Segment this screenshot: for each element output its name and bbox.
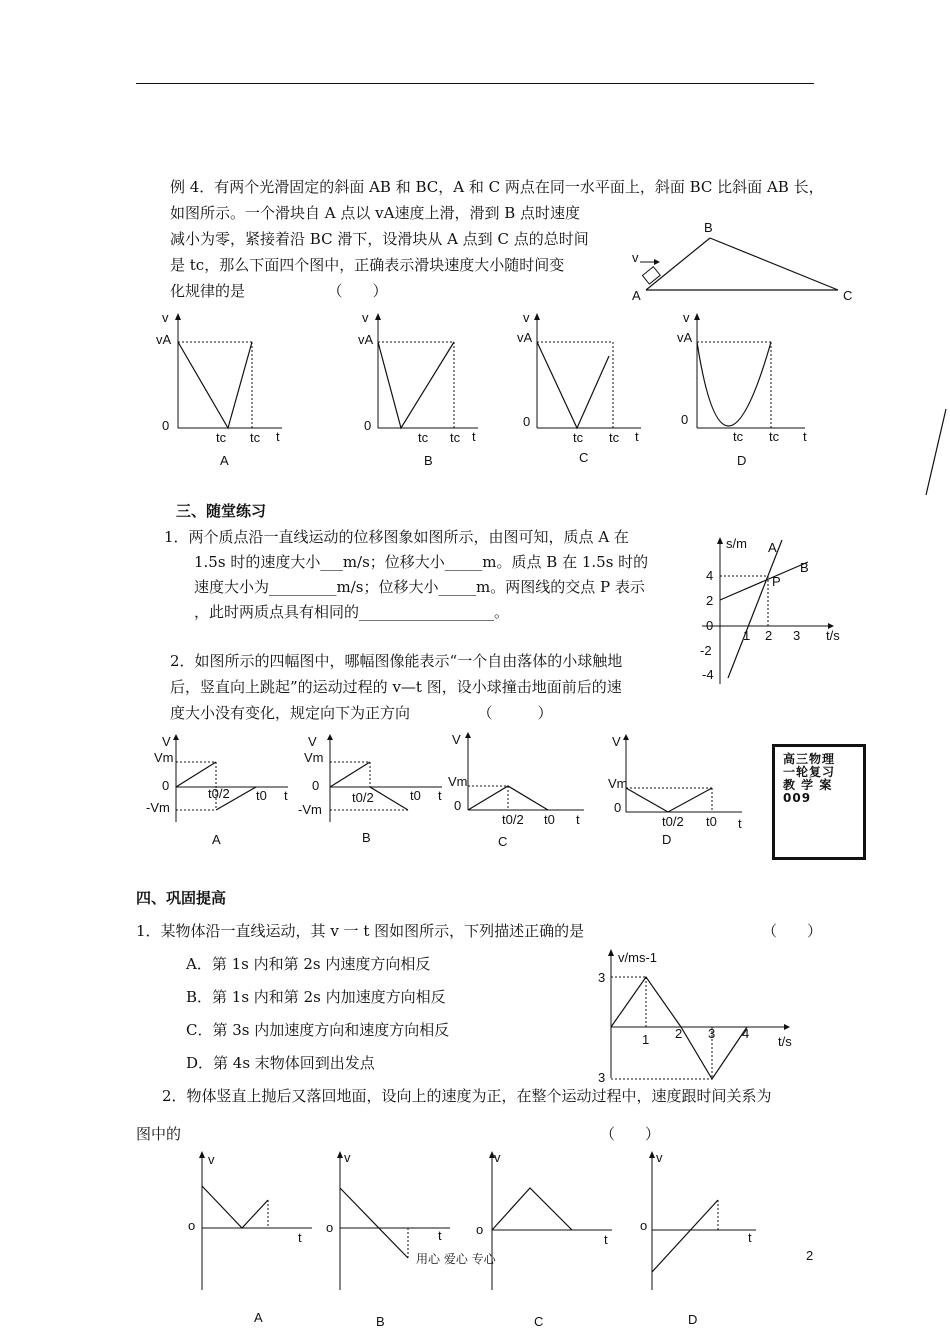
graph-label: 0 bbox=[162, 778, 170, 793]
graph-mark bbox=[465, 732, 471, 738]
graph-label: 0 bbox=[162, 418, 170, 433]
graph-label: t bbox=[276, 429, 280, 444]
graph-label: V bbox=[612, 734, 621, 749]
graph-label: t bbox=[604, 1232, 608, 1247]
st-graph bbox=[700, 532, 860, 692]
graph-mark bbox=[327, 734, 333, 740]
incline-label-v: v bbox=[632, 250, 639, 265]
graph-label: 4 bbox=[742, 1026, 750, 1041]
graph-mark bbox=[375, 313, 381, 320]
graph-label: tc bbox=[418, 430, 429, 445]
graph-label: 0 bbox=[706, 618, 714, 633]
graph-mark bbox=[370, 787, 408, 810]
s4-option-a: A．第 1s 内和第 2s 内速度方向相反 bbox=[186, 955, 431, 973]
graph-label: o bbox=[476, 1222, 484, 1237]
s3-q1-line-3: 速度大小为_________m/s；位移大小_____m。两图线的交点 P 表示 bbox=[194, 578, 645, 596]
graph-mark bbox=[175, 313, 181, 320]
graph-label: tc bbox=[250, 430, 261, 445]
course-label-box bbox=[772, 744, 866, 860]
s3-graph-b bbox=[296, 732, 456, 852]
graph-mark bbox=[340, 1188, 408, 1258]
section3-title: 三、随堂练习 bbox=[176, 502, 267, 520]
example4-line-4: 是 tc，那么下面四个图中，正确表示滑块速度大小随时间变 bbox=[170, 256, 565, 274]
graph-mark bbox=[697, 342, 771, 426]
graph-label: 0 bbox=[364, 418, 372, 433]
ex4-label-d: D bbox=[737, 453, 747, 468]
graph-label: 0 bbox=[454, 798, 462, 813]
graph-label: -Vm bbox=[146, 800, 170, 815]
graph-label: Vm bbox=[608, 776, 628, 791]
graph-mark bbox=[654, 259, 660, 265]
graph-mark bbox=[626, 788, 712, 812]
graph-label: o bbox=[326, 1220, 334, 1235]
graph-label: 1 bbox=[743, 628, 751, 643]
graph-mark bbox=[720, 562, 808, 600]
graph-mark bbox=[608, 949, 614, 956]
s4-label-c: C bbox=[534, 1314, 544, 1329]
s3-graph-a bbox=[142, 732, 302, 852]
graph-label: tc bbox=[769, 429, 780, 444]
graph-label: t0/2 bbox=[662, 814, 684, 829]
s4-option-d: D．第 4s 末物体回到出发点 bbox=[186, 1054, 375, 1072]
ex4-graph-c bbox=[513, 310, 663, 470]
graph-label: t bbox=[635, 429, 639, 444]
graph-mark bbox=[623, 734, 629, 740]
s4-q1: 1．某物体沿一直线运动，其 v 一 t 图如图所示，下列描述正确的是 bbox=[136, 922, 585, 940]
graph-label: vA bbox=[677, 330, 693, 345]
s3-graph-d bbox=[606, 732, 756, 852]
s3-label-b: B bbox=[362, 830, 371, 845]
graph-label: t bbox=[284, 788, 288, 803]
graph-label: vA bbox=[358, 332, 374, 347]
graph-label: -Vm bbox=[298, 802, 322, 817]
graph-label: 3 bbox=[598, 970, 606, 985]
ex4-label-c: C bbox=[579, 450, 589, 465]
s4-label-d: D bbox=[688, 1312, 698, 1327]
graph-label: V bbox=[162, 734, 171, 749]
course-line-2: 一轮复习 bbox=[783, 765, 836, 779]
graph-label: t0 bbox=[410, 788, 421, 803]
s4-q2-line-2: 图中的 bbox=[136, 1125, 182, 1143]
example4-line-5: 化规律的是 （ ） bbox=[170, 282, 388, 300]
s3-q1-line-1: 1．两个质点沿一直线运动的位移图象如图所示，由图可知，质点 A 在 bbox=[164, 528, 629, 546]
graph-label: tc bbox=[450, 430, 461, 445]
graph-label: t bbox=[738, 816, 742, 831]
example4-line-1: 例 4．有两个光滑固定的斜面 AB 和 BC，A 和 C 两点在同一水平面上，斜面 BC 比斜面 AB 长， bbox=[170, 178, 824, 196]
graph-label: 2 bbox=[706, 593, 714, 608]
graph-mark bbox=[537, 342, 609, 428]
course-line-4: 009 bbox=[783, 791, 812, 805]
graph-mark bbox=[492, 1188, 572, 1230]
s3-q2-line-3: 度大小没有变化，规定向下为正方向 （ ） bbox=[170, 704, 553, 722]
s4-label-b: B bbox=[376, 1314, 385, 1329]
s4-option-b: B．第 1s 内和第 2s 内加速度方向相反 bbox=[186, 988, 446, 1006]
graph-label: t/s bbox=[826, 628, 840, 643]
incline-label-c: C bbox=[843, 288, 853, 303]
graph-label: o bbox=[188, 1218, 196, 1233]
example4-line-3: 减小为零，紧接着沿 BC 滑下，设滑块从 A 点到 C 点的总时间 bbox=[170, 230, 589, 248]
graph-label: 2 bbox=[675, 1026, 683, 1041]
course-line-3: 教 学 案 bbox=[783, 778, 833, 792]
s3-label-a: A bbox=[212, 832, 221, 847]
s4-q2-paren: （ ） bbox=[600, 1125, 661, 1143]
graph-label: v bbox=[683, 310, 690, 325]
s4-option-c: C．第 3s 内加速度方向和速度方向相反 bbox=[186, 1021, 450, 1039]
ex4-graph-a bbox=[150, 310, 300, 470]
s4-graph-b bbox=[324, 1148, 464, 1338]
s4-vt-graph bbox=[590, 944, 810, 1084]
graph-label: t0/2 bbox=[502, 812, 524, 827]
graph-label: v/ms-1 bbox=[618, 950, 657, 965]
graph-label: 1 bbox=[642, 1032, 650, 1047]
graph-mark bbox=[534, 313, 540, 320]
s3-q1-line-4: ，此时两质点具有相同的__________________。 bbox=[194, 603, 510, 621]
graph-label: t bbox=[298, 1230, 302, 1245]
section4-title: 四、巩固提高 bbox=[136, 889, 227, 907]
graph-mark bbox=[202, 1186, 268, 1228]
graph-label: 0 bbox=[312, 778, 320, 793]
s4-graph-d bbox=[638, 1148, 768, 1338]
graph-label: 0 bbox=[523, 414, 531, 429]
graph-label: tc bbox=[573, 430, 584, 445]
graph-label: Vm bbox=[304, 750, 324, 765]
s3-q1-line-2: 1.5s 时的速度大小___m/s；位移大小_____m。质点 B 在 1.5s 时的 bbox=[194, 553, 649, 571]
graph-mark bbox=[728, 540, 782, 678]
s3-q2-line-2: 后，竖直向上跳起”的运动过程的 v—t 图，设小球撞击地面前后的速 bbox=[170, 678, 622, 696]
graph-label: t bbox=[576, 812, 580, 827]
graph-mark bbox=[649, 1151, 655, 1158]
graph-label: t0 bbox=[544, 812, 555, 827]
header-rule bbox=[136, 83, 814, 84]
graph-label: t0 bbox=[706, 814, 717, 829]
s4-label-a: A bbox=[254, 1310, 263, 1325]
graph-mark bbox=[926, 409, 946, 495]
graph-label: t bbox=[748, 1230, 752, 1245]
graph-label: 0 bbox=[614, 800, 622, 815]
graph-label: tc bbox=[216, 430, 227, 445]
ex4-label-b: B bbox=[424, 453, 433, 468]
graph-label: V bbox=[452, 732, 461, 747]
graph-mark bbox=[337, 1151, 343, 1158]
graph-label: A bbox=[768, 540, 777, 555]
graph-label: t bbox=[438, 1228, 442, 1243]
graph-label: P bbox=[772, 574, 781, 589]
s4-q2-line-1: 2．物体竖直上抛后又落回地面，设向上的速度为正，在整个运动过程中，速度跟时间关系为 bbox=[162, 1087, 772, 1105]
graph-label: -2 bbox=[700, 643, 712, 658]
graph-label: t0 bbox=[256, 788, 267, 803]
graph-label: vA bbox=[156, 332, 172, 347]
graph-label: V bbox=[308, 734, 317, 749]
graph-label: v bbox=[162, 310, 169, 325]
incline-label-a: A bbox=[632, 288, 641, 303]
graph-label: v bbox=[494, 1150, 501, 1165]
graph-label: 2 bbox=[765, 628, 773, 643]
graph-mark bbox=[378, 342, 454, 428]
graph-label: 3 bbox=[793, 628, 801, 643]
graph-label: v bbox=[362, 310, 369, 325]
graph-mark bbox=[173, 734, 179, 740]
incline-figure bbox=[628, 218, 868, 308]
s3-q2-line-1: 2．如图所示的四幅图中，哪幅图像能表示“一个自由落体的小球触地 bbox=[170, 652, 623, 670]
graph-mark bbox=[717, 537, 723, 544]
slider-block bbox=[642, 267, 660, 284]
s3-graph-c bbox=[448, 730, 598, 855]
graph-label: Vm bbox=[448, 774, 468, 789]
graph-label: t bbox=[438, 788, 442, 803]
graph-label: o bbox=[640, 1218, 648, 1233]
graph-label: v bbox=[208, 1152, 215, 1167]
graph-mark bbox=[652, 1200, 718, 1272]
graph-label: tc bbox=[609, 430, 620, 445]
graph-mark bbox=[178, 342, 252, 428]
s4-graph-c bbox=[476, 1148, 626, 1338]
ex4-graph-d bbox=[673, 310, 823, 490]
graph-label: 0 bbox=[681, 412, 689, 427]
graph-label: t0/2 bbox=[352, 790, 374, 805]
graph-label: t bbox=[803, 429, 807, 444]
edge-stroke bbox=[920, 405, 950, 500]
graph-mark bbox=[176, 762, 216, 787]
course-line-1: 高三物理 bbox=[783, 752, 836, 766]
graph-mark bbox=[710, 238, 838, 290]
graph-label: t0/2 bbox=[208, 786, 230, 801]
graph-label: v bbox=[656, 1150, 663, 1165]
graph-mark bbox=[199, 1151, 205, 1158]
ex4-label-a: A bbox=[220, 453, 229, 468]
graph-label: -4 bbox=[702, 667, 714, 682]
ex4-graph-b bbox=[354, 310, 504, 470]
graph-label: 4 bbox=[706, 568, 714, 583]
s3-label-c: C bbox=[498, 834, 508, 849]
graph-label: 3 bbox=[708, 1026, 716, 1041]
incline-label-b: B bbox=[704, 220, 713, 235]
graph-label: Vm bbox=[154, 750, 174, 765]
graph-label: v bbox=[523, 310, 530, 325]
page-number: 2 bbox=[806, 1248, 814, 1263]
graph-label: s/m bbox=[726, 536, 747, 551]
example4-line-2: 如图所示。一个滑块自 A 点以 vA速度上滑，滑到 B 点时速度 bbox=[170, 204, 581, 222]
graph-label: B bbox=[800, 560, 809, 575]
graph-label: v bbox=[344, 1150, 351, 1165]
graph-mark bbox=[330, 762, 370, 787]
footer-slogan: 用心 爱心 专心 bbox=[416, 1252, 496, 1266]
s4-graph-a bbox=[186, 1148, 326, 1338]
graph-mark bbox=[694, 313, 700, 320]
s3-label-d: D bbox=[662, 832, 672, 847]
graph-label: 3 bbox=[598, 1070, 606, 1085]
graph-label: tc bbox=[733, 429, 744, 444]
graph-label: t/s bbox=[778, 1034, 792, 1049]
s4-q1-paren: （ ） bbox=[762, 922, 823, 940]
graph-label: t bbox=[472, 429, 476, 444]
graph-mark bbox=[784, 1024, 790, 1030]
graph-label: vA bbox=[517, 330, 533, 345]
